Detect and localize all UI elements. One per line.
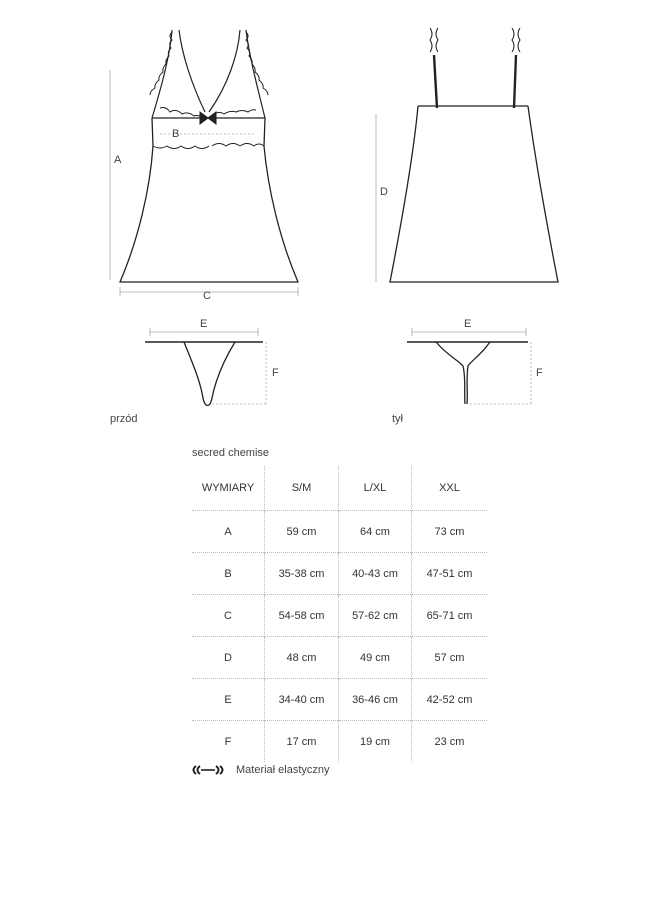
legend-label: Materiał elastyczny [236, 764, 330, 776]
table-cell: F [192, 721, 265, 763]
table-cell: 65-71 cm [412, 595, 488, 637]
table-cell: 59 cm [265, 511, 339, 553]
table-header-cell: S/M [265, 466, 339, 511]
table-cell: C [192, 595, 265, 637]
back-thong-drawing [407, 342, 528, 404]
table-cell: D [192, 637, 265, 679]
table-cell: E [192, 679, 265, 721]
table-header-cell: WYMIARY [201, 482, 255, 494]
table-header-cell: XXL [412, 466, 488, 511]
table-cell: 47-51 cm [412, 553, 488, 595]
table-cell: 49 cm [339, 637, 412, 679]
dimension-label-e-front: E [200, 318, 208, 330]
back-chemise-drawing [390, 28, 558, 282]
dimension-label-b: B [172, 128, 180, 140]
table-cell: 34-40 cm [265, 679, 339, 721]
table-cell: 48 cm [265, 637, 339, 679]
table-cell: 17 cm [265, 721, 339, 763]
dimension-label-c: C [203, 290, 211, 302]
dimension-label-f-front: F [272, 367, 279, 379]
table-cell: 57 cm [412, 637, 488, 679]
table-cell: 23 cm [412, 721, 488, 763]
technical-drawings [0, 0, 672, 440]
size-table [192, 466, 487, 762]
table-row [192, 511, 487, 553]
table-cell: 54-58 cm [265, 595, 339, 637]
legend [190, 764, 330, 776]
table-cell: 73 cm [412, 511, 488, 553]
dimension-label-a: A [114, 154, 122, 166]
front-chemise-drawing [120, 30, 298, 282]
table-cell: 42-52 cm [412, 679, 488, 721]
table-cell: 40-43 cm [339, 553, 412, 595]
back-caption: tył [392, 413, 403, 425]
table-cell: 57-62 cm [339, 595, 412, 637]
table-row [192, 721, 487, 763]
dimension-label-d: D [380, 186, 388, 198]
table-row [192, 553, 487, 595]
dimension-label-f-back: F [536, 367, 543, 379]
product-name: secred chemise [192, 447, 270, 459]
front-caption: przód [110, 413, 138, 425]
table-row [192, 679, 487, 721]
front-thong-drawing [145, 342, 263, 406]
table-cell: 19 cm [339, 721, 412, 763]
table-header-cell: L/XL [339, 466, 412, 511]
table-cell: B [192, 553, 265, 595]
table-row [192, 595, 487, 637]
table-row [192, 637, 487, 679]
dimension-label-e-back: E [464, 318, 472, 330]
table-cell: 35-38 cm [265, 553, 339, 595]
table-cell: A [192, 511, 265, 553]
table-header-row [192, 466, 487, 511]
table-cell: 64 cm [339, 511, 412, 553]
table-cell: 36-46 cm [339, 679, 412, 721]
elastic-material-icon [190, 764, 226, 776]
